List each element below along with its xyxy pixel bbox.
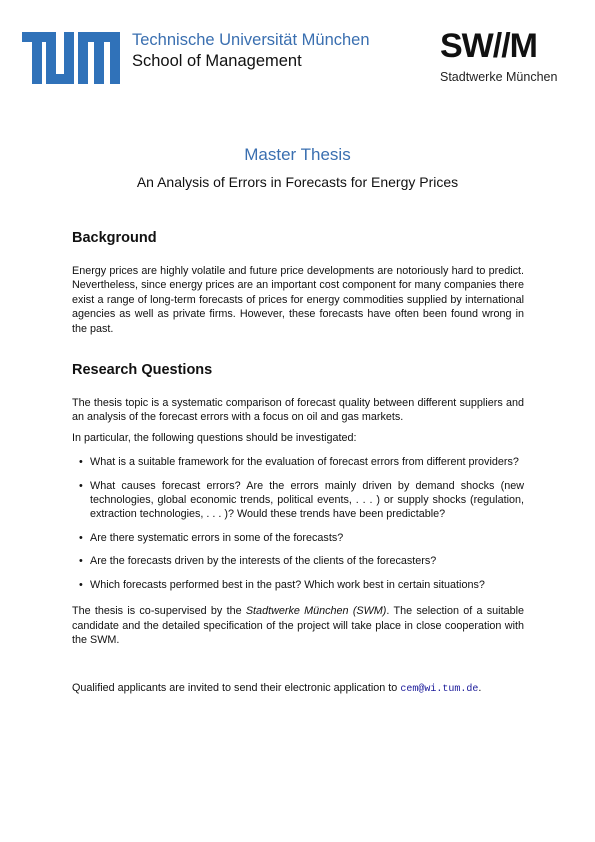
- list-item: [79, 479, 524, 522]
- cosupervision-prefix: The thesis is co-supervised by the: [72, 605, 246, 618]
- list-item: [79, 455, 524, 469]
- swm-logo: [440, 30, 558, 60]
- list-item: [79, 554, 524, 568]
- tum-wordmark: [132, 30, 370, 72]
- question-text: Are there systematic errors in some of the forecasts?: [90, 531, 344, 544]
- research-heading: Research Questions: [72, 362, 213, 379]
- company-name: Stadtwerke München (SWM): [245, 605, 387, 618]
- list-item: [79, 578, 524, 592]
- question-text: What causes forecast errors? Are the errors mainly driven by demand shocks (new technologies, global economic trends, political events, . . . ) or supply shocks (regulation, extraction technologies, . . . )? Would these trends have been predictable?: [90, 479, 524, 521]
- bullet-icon: •: [79, 555, 83, 568]
- bullet-icon: •: [79, 479, 83, 492]
- tum-logo: [22, 32, 122, 84]
- cosupervision-text: [72, 604, 524, 647]
- application-text: [72, 681, 524, 697]
- question-text: Are the forecasts driven by the interests of the clients of the forecasters?: [90, 555, 437, 568]
- swm-subtitle: Stadtwerke München: [440, 70, 558, 84]
- page-subtitle: An Analysis of Errors in Forecasts for Energy Prices: [136, 174, 459, 190]
- email-link[interactable]: cem@wi.tum.de: [400, 684, 479, 696]
- research-intro: The thesis topic is a systematic comparison of forecast quality between different suppliers and an analysis of the forecast errors with a focus on oil and gas markets.: [72, 397, 524, 424]
- background-text: Energy prices are highly volatile and future price developments are notoriously hard to predict. Nevertheless, since energy prices are an important cost component for many companies there exist a range of long-term forecasts of prices for energy commodities supplied by international agencies as well as private firms. However, these forecasts have often been found wrong in the past.: [72, 265, 524, 335]
- bullet-icon: •: [79, 456, 83, 469]
- research-questions-list: [72, 455, 524, 592]
- swm-logo-text: SW//M: [440, 30, 537, 60]
- school-name: School of Management: [132, 52, 302, 70]
- page-header: [22, 28, 562, 88]
- question-text: Which forecasts performed best in the past? Which work best in certain situations?: [90, 578, 485, 591]
- background-heading: Background: [72, 230, 157, 246]
- bullet-icon: •: [79, 578, 83, 591]
- list-item: [79, 531, 524, 545]
- cosupervision-suffix: . The selection of a suitable candidate and the detailed specification of the project will take place in close cooperation with the SWM.: [72, 605, 524, 646]
- research-in-particular: In particular, the following questions should be investigated:: [72, 431, 357, 444]
- bullet-icon: •: [79, 531, 83, 544]
- application-prefix: Qualified applicants are invited to send their electronic application to: [72, 682, 401, 695]
- page-title: Master Thesis: [244, 145, 351, 164]
- question-text: What is a suitable framework for the evaluation of forecast errors from different providers?: [90, 456, 519, 469]
- main-content: [72, 230, 524, 698]
- university-name: Technische Universität München: [132, 31, 370, 49]
- application-suffix: .: [478, 682, 482, 695]
